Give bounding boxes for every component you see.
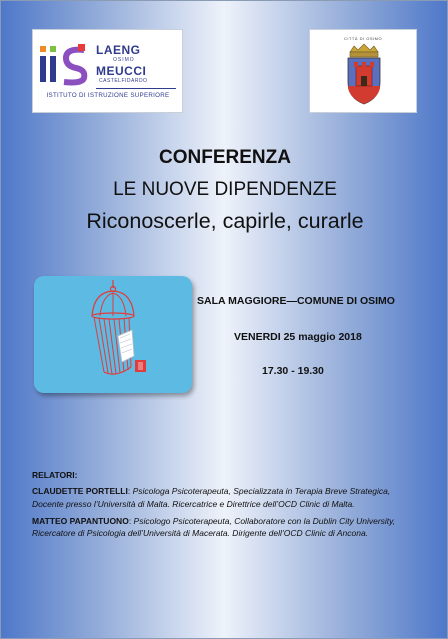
- speaker-description: Psicologo Psicoterapeuta, Collaboratore con la Dublin City University, Ricercatore di Psicologia dell’Università di Macerata. Dirigente dell’OCD Clinic di Ancona.: [32, 515, 396, 539]
- logo-text-osimo: OSIMO: [113, 57, 135, 63]
- speaker-name: MATTEO PAPANTUONO: [32, 515, 129, 526]
- speakers-list: [32, 485, 422, 539]
- logo-divider: [96, 88, 176, 89]
- event-time: 17.30 - 19.30: [262, 365, 324, 377]
- speaker-item: CLAUDETTE PORTELLI: Psicologa Psicoterapeuta, Specializzata in Terapia Breve Strategica, Docente presso l’Università di Malta. Ricercatrice e Direttrice dell’OCD Clinic di Malta.: [32, 486, 391, 509]
- city-crest-icon: [344, 42, 384, 106]
- event-venue: SALA MAGGIORE—COMUNE DI OSIMO: [197, 295, 395, 307]
- logo-text-istituto: ISTITUTO DI ISTRUZIONE SUPERIORE: [46, 92, 170, 99]
- school-logo: [32, 29, 183, 113]
- logo-text-castelfidardo: CASTELFIDARDO: [99, 78, 148, 84]
- speaker-name: CLAUDETTE PORTELLI: [32, 486, 128, 497]
- comune-logo: [309, 29, 417, 113]
- illustration-panel: [34, 276, 192, 393]
- logo-text-laeng: LAENG: [96, 43, 141, 57]
- title-topic: LE NUOVE DIPENDENZE: [113, 179, 337, 200]
- speakers-label: RELATORI:: [32, 470, 78, 480]
- title-conferenza: CONFERENZA: [159, 147, 291, 168]
- event-date: VENERDI 25 maggio 2018: [234, 331, 362, 343]
- title-subtitle: Riconoscerle, capirle, curarle: [86, 209, 364, 233]
- birdcage-icon: [34, 276, 192, 393]
- speaker-description: Psicologa Psicoterapeuta, Specializzata in Terapia Breve Strategica, Docente presso l’Università di Malta. Ricercatrice e Direttrice dell’OCD Clinic di Malta.: [32, 486, 391, 509]
- logo-text-meucci: MEUCCI: [96, 64, 147, 78]
- speakers-section: [32, 469, 422, 545]
- speaker-item: MATTEO PAPANTUONO: Psicologo Psicoterapeuta, Collaboratore con la Dublin City University, Ricercatore di Psicologia dell’Università di Macerata. Dirigente dell’OCD Clinic di Ancona.: [32, 515, 396, 539]
- iis-logo-icon: [38, 42, 94, 88]
- comune-caption: CITTÀ DI OSIMO: [343, 36, 383, 41]
